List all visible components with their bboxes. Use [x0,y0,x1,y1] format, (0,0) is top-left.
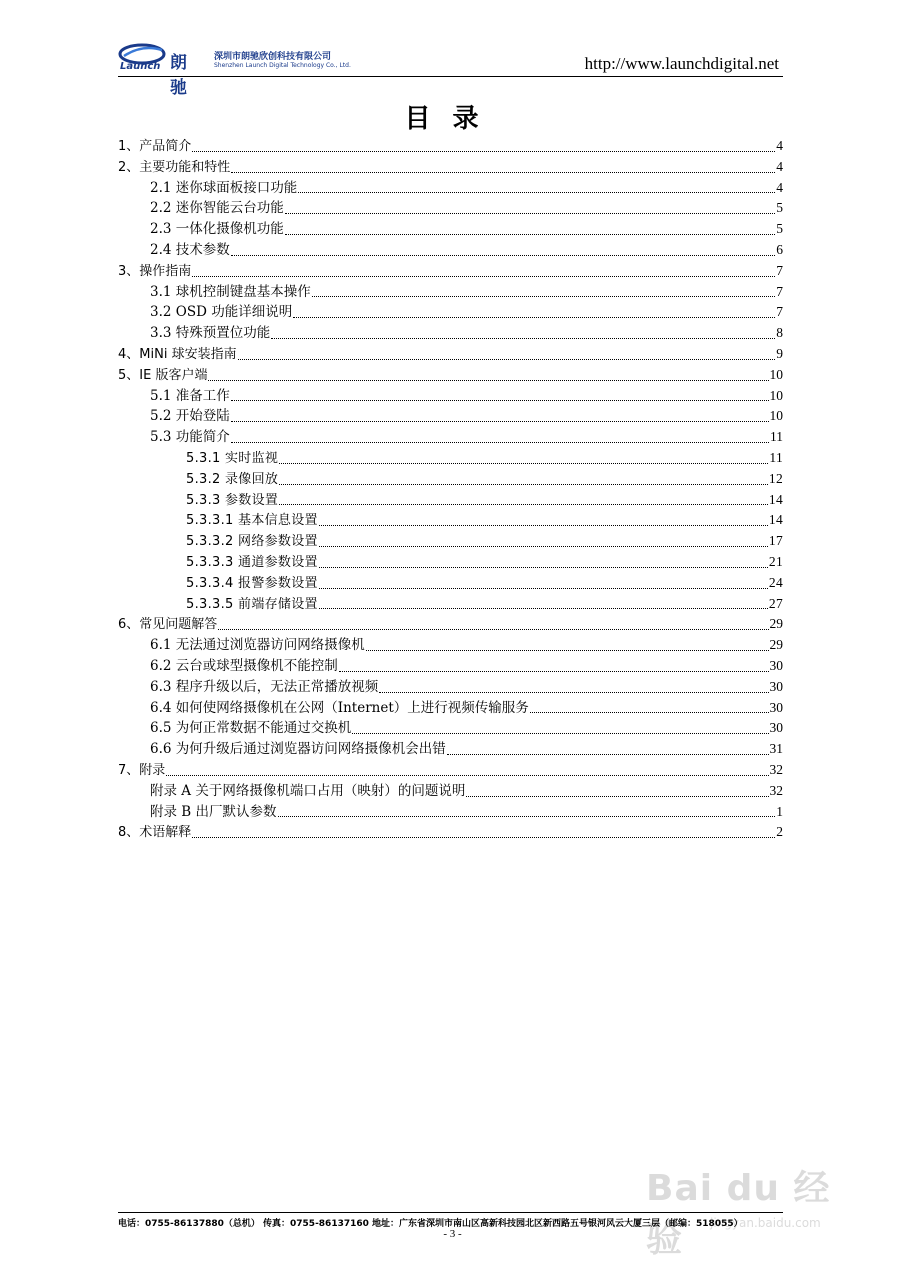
toc-leader [208,379,768,381]
toc-leader [279,462,768,464]
toc-entry-title: 5.3.3.2 网络参数设置 [186,534,318,550]
toc-entry-title: 附录 A 关于网络摄像机端口占用（映射）的问题说明 [150,782,466,799]
toc-entry-title: 5.3.3.1 基本信息设置 [186,513,318,529]
toc-entry-page: 30 [769,720,783,736]
toc-leader [279,483,768,485]
toc-entry-title: 5.1 准备工作 [150,387,230,404]
toc-entry[interactable] [118,635,783,656]
toc-leader [166,774,768,776]
toc-leader [312,295,775,297]
toc-leader [238,358,776,360]
toc-leader [339,670,769,672]
toc-entry-title: 6.6 为何升级后通过浏览器访问网络摄像机会出错 [150,741,446,758]
toc-leader [218,628,768,630]
toc-entry-page: 31 [769,741,783,757]
toc-leader [231,254,775,256]
toc-entry[interactable] [118,406,783,427]
watermark-url: jingyan.baidu.com [710,1216,821,1230]
toc-entry-page: 14 [768,491,783,507]
toc-entry[interactable] [118,282,783,303]
toc-leader [319,607,768,609]
footer-contact-info: 电话：0755-86137880（总机） 传真：0755-86137160 地址：广东省深圳市南山区高新科技园北区新西路五号银河风云大厦三层（邮编：518055） [118,1219,743,1229]
toc-entry-page: 27 [768,595,783,611]
toc-entry-page: 10 [769,408,783,424]
toc-entry-title: 5.2 开始登陆 [150,408,230,425]
toc-entry-page: 11 [770,429,783,445]
toc-entry[interactable] [118,386,783,407]
toc-entry-title: 6.1 无法通过浏览器访问网络摄像机 [150,637,365,654]
toc-entry[interactable] [118,822,783,843]
toc-entry[interactable] [118,656,783,677]
toc-leader [279,503,768,505]
toc-entry-page: 7 [776,262,783,278]
toc-entry-page: 5 [776,200,783,216]
toc-entry-title: 4、MiNi 球安装指南 [118,346,237,362]
toc-entry[interactable] [118,531,783,552]
toc-entry[interactable] [118,490,783,511]
toc-leader [366,649,769,651]
toc-entry-title: 2、主要功能和特性 [118,159,231,175]
toc-entry-title: 3、操作指南 [118,263,192,279]
table-of-contents [118,136,783,843]
toc-entry-title: 5.3.2 录像回放 [186,471,279,487]
toc-leader [231,171,775,173]
toc-entry-title: 6.4 如何使网络摄像机在公网（Internet）上进行视频传输服务 [150,699,529,716]
toc-entry[interactable] [118,365,783,386]
toc-entry-page: 7 [776,283,783,299]
toc-leader [231,441,769,443]
toc-leader [319,566,768,568]
toc-entry-page: 2 [776,824,783,840]
toc-entry-page: 11 [769,449,783,465]
toc-leader [293,316,775,318]
toc-entry-title: 附录 B 出厂默认参数 [150,803,277,820]
toc-entry-page: 17 [768,533,783,549]
toc-entry-page: 10 [769,366,783,382]
toc-leader [231,420,769,422]
toc-entry[interactable] [118,448,783,469]
toc-entry-page: 4 [776,158,783,174]
toc-entry-page: 12 [768,470,783,486]
toc-leader [231,399,769,401]
toc-entry-page: 29 [769,616,783,632]
website-url[interactable]: http://www.launchdigital.net [584,54,779,73]
toc-leader [192,150,775,152]
toc-entry-title: 8、术语解释 [118,825,192,841]
toc-entry-page: 4 [776,138,783,153]
toc-entry-page: 30 [769,678,783,694]
toc-entry[interactable] [118,594,783,615]
toc-entry-title: 6、常见问题解答 [118,617,218,633]
toc-leader [298,191,775,193]
toc-leader [192,836,775,838]
toc-entry-page: 21 [768,553,783,569]
toc-entry-page: 7 [776,304,783,320]
toc-entry-title: 6.2 云台或球型摄像机不能控制 [150,657,338,674]
toc-entry-title: 2.4 技术参数 [150,241,230,258]
toc-entry-title: 6.5 为何正常数据不能通过交换机 [150,720,352,737]
page-footer [118,1212,783,1229]
toc-entry-page: 24 [768,574,783,590]
toc-entry-page: 14 [768,512,783,528]
toc-entry[interactable] [118,573,783,594]
toc-entry[interactable] [118,552,783,573]
company-name-en: Shenzhen Launch Digital Technology Co., Ltd. [214,62,351,69]
toc-entry[interactable] [118,469,783,490]
toc-entry[interactable] [118,240,783,261]
page-title: 目录 [404,104,501,134]
toc-leader [352,732,768,734]
toc-entry[interactable] [118,157,783,178]
toc-leader [285,233,775,235]
toc-leader [379,691,768,693]
toc-leader [319,545,768,547]
company-name-cn: 深圳市朗驰欣创科技有限公司 [214,52,332,62]
toc-entry-title: 5.3.3.5 前端存储设置 [186,596,318,612]
toc-leader [466,795,768,797]
page-header [118,40,783,98]
toc-entry-page: 8 [776,325,783,341]
page-number: - 3 - [443,1228,462,1240]
toc-entry-page: 10 [769,387,783,403]
toc-entry[interactable] [118,698,783,719]
toc-entry-page: 29 [769,637,783,653]
toc-entry[interactable] [118,677,783,698]
toc-leader [285,212,775,214]
toc-entry[interactable] [118,781,783,802]
logo-chinese-name: 朗驰 [170,53,188,98]
toc-entry-page: 4 [776,179,783,195]
toc-entry-page: 9 [776,345,783,361]
toc-entry-page: 30 [769,657,783,673]
toc-entry-title: 3.2 OSD 功能详细说明 [150,304,293,321]
watermark-brand: Bai du 经验 [646,1168,831,1260]
toc-leader [319,524,768,526]
toc-entry-title: 5.3.1 实时监视 [186,450,279,466]
toc-entry-title: 3.3 特殊预置位功能 [150,325,271,342]
toc-entry[interactable] [118,302,783,323]
toc-entry[interactable] [118,198,783,219]
toc-leader [271,337,775,339]
toc-entry[interactable] [118,344,783,365]
toc-entry[interactable] [118,136,783,157]
toc-entry-page: 1 [776,803,783,819]
toc-leader [530,711,769,713]
toc-entry-title: 5.3 功能简介 [150,429,230,446]
toc-entry-page: 30 [769,699,783,715]
toc-entry-page: 32 [769,761,783,777]
toc-entry[interactable] [118,760,783,781]
toc-entry-title: 2.1 迷你球面板接口功能 [150,179,298,196]
toc-entry[interactable] [118,427,783,448]
toc-entry-title: 5、IE 版客户端 [118,367,208,383]
toc-entry-title: 1、产品简介 [118,139,192,154]
toc-entry[interactable] [118,323,783,344]
toc-leader [319,587,768,589]
toc-leader [447,753,769,755]
toc-entry-title: 5.3.3.3 通道参数设置 [186,554,318,570]
toc-entry[interactable] [118,718,783,739]
toc-entry[interactable] [118,739,783,760]
toc-entry-page: 32 [769,782,783,798]
toc-leader [278,815,776,817]
toc-entry-title: 6.3 程序升级以后，无法正常播放视频 [150,678,379,695]
toc-entry-title: 2.2 迷你智能云台功能 [150,200,284,217]
toc-entry[interactable] [118,178,783,199]
toc-entry-title: 5.3.3.4 报警参数设置 [186,575,318,591]
toc-entry-title: 2.3 一体化摄像机功能 [150,221,284,238]
toc-entry-title: 3.1 球机控制键盘基本操作 [150,283,311,300]
toc-leader [192,275,775,277]
toc-entry-title: 7、附录 [118,762,166,778]
toc-entry-page: 6 [776,241,783,257]
toc-entry-page: 5 [776,221,783,237]
toc-entry[interactable] [118,261,783,282]
toc-entry-title: 5.3.3 参数设置 [186,492,279,508]
toc-entry[interactable] [118,802,783,823]
toc-entry[interactable] [118,614,783,635]
logo-wordmark: Launch [120,61,161,72]
toc-entry[interactable] [118,219,783,240]
toc-entry[interactable] [118,510,783,531]
